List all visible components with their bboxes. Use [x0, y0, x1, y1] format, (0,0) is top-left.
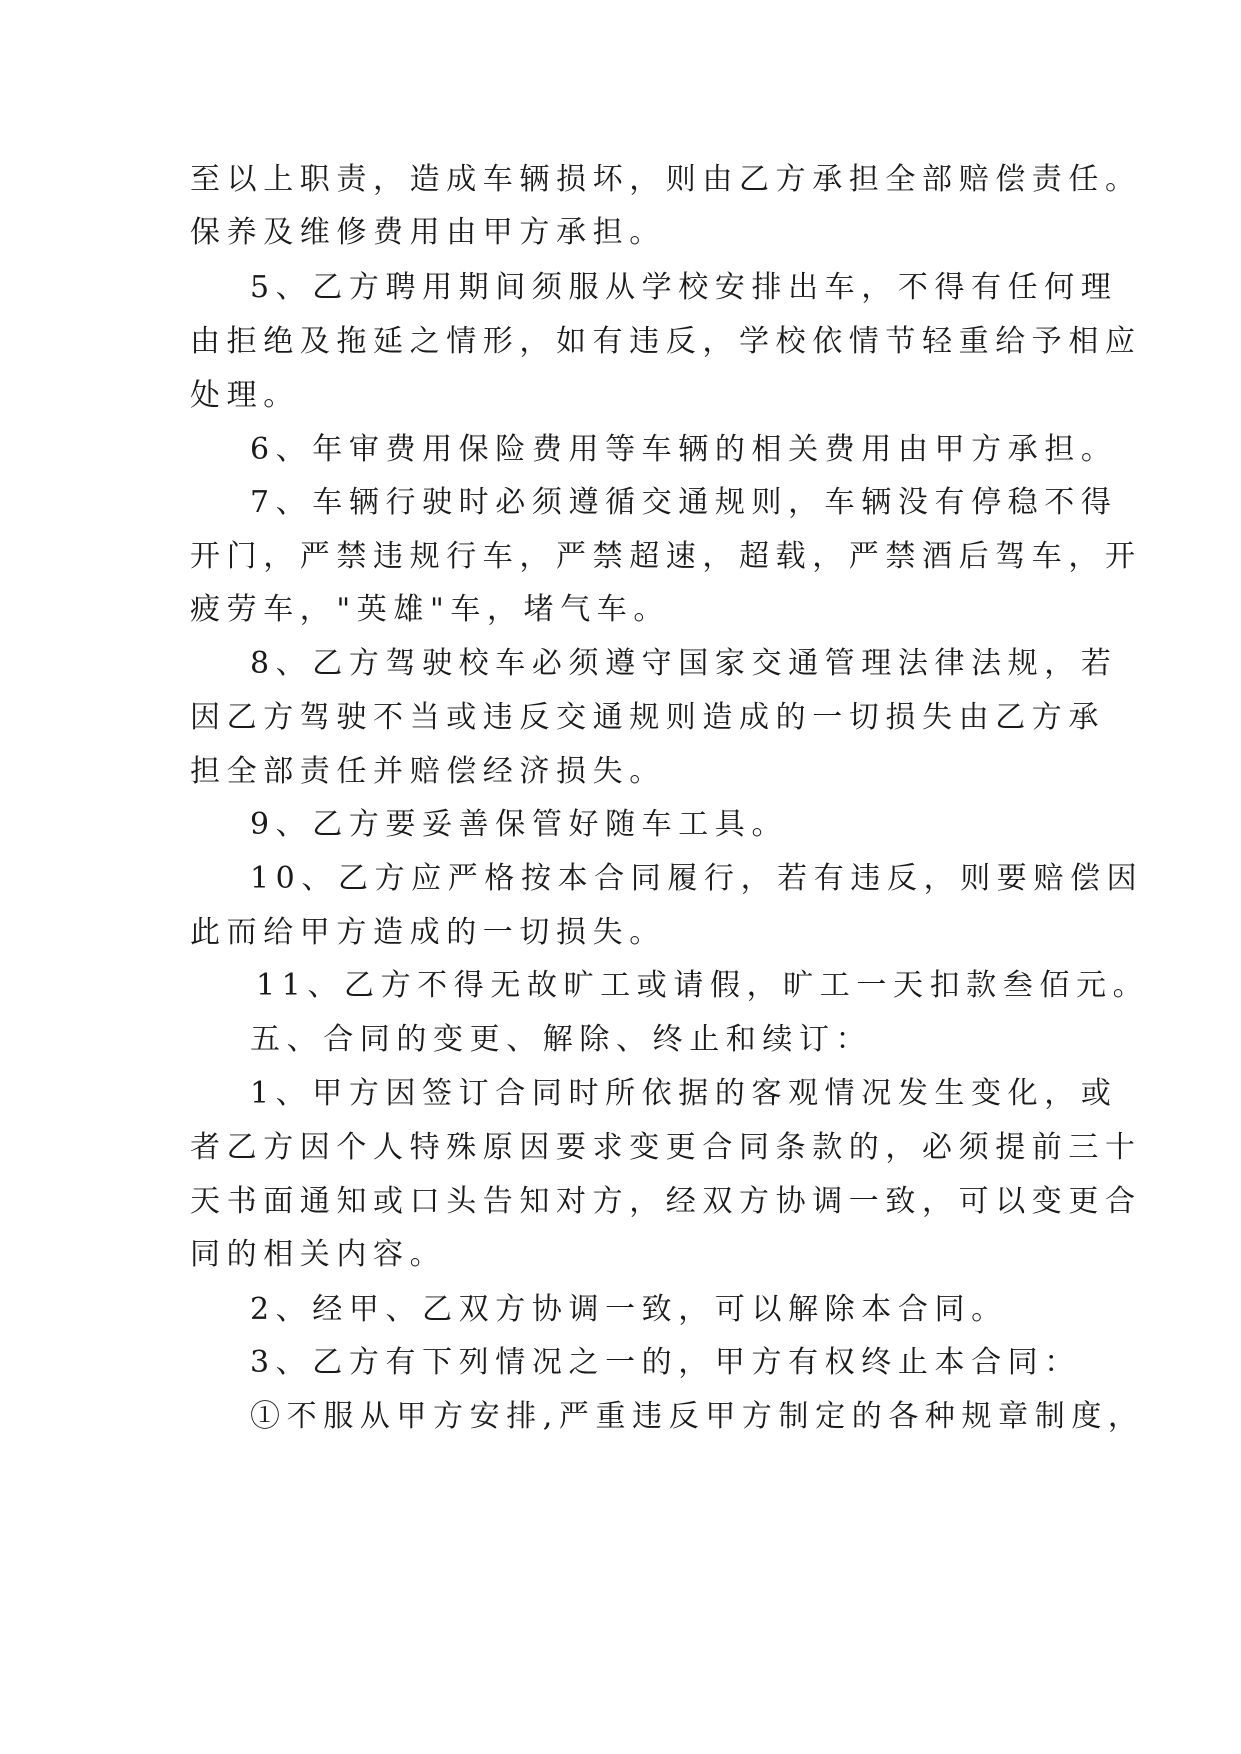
text-line: 同的相关内容。 — [190, 1237, 447, 1272]
text-line: 1、甲方因签订合同时所依据的客观情况发生变化，或 — [250, 1076, 1118, 1111]
text-line: 11、乙方不得无故旷工或请假，旷工一天扣款叁佰元。 — [256, 968, 1150, 1003]
text-line: 7、车辆行驶时必须遵循交通规则，车辆没有停稳不得 — [250, 485, 1118, 520]
text-line: 疲劳车，"英雄"车，堵气车。 — [190, 592, 670, 627]
text-line: 处理。 — [190, 378, 300, 413]
text-line: 至以上职责，造成车辆损坏，则由乙方承担全部赔偿责任。 — [190, 162, 1142, 197]
text-line: 6、年审费用保险费用等车辆的相关费用由甲方承担。 — [250, 432, 1118, 467]
text-line: 开门，严禁违规行车，严禁超速，超载，严禁酒后驾车，开 — [190, 539, 1142, 574]
text-line: 天书面通知或口头告知对方，经双方协调一致，可以变更合 — [190, 1184, 1142, 1219]
text-line: ①不服从甲方安排,严重违反甲方制定的各种规章制度， — [250, 1399, 1145, 1434]
text-line: 此而给甲方造成的一切损失。 — [190, 915, 666, 950]
text-line: 者乙方因个人特殊原因要求变更合同条款的，必须提前三十 — [190, 1130, 1142, 1165]
text-line: 9、乙方要妥善保管好随车工具。 — [250, 807, 789, 842]
text-line: 3、乙方有下列情况之一的，甲方有权终止本合同： — [250, 1345, 1081, 1380]
text-line: 因乙方驾驶不当或违反交通规则造成的一切损失由乙方承 — [190, 700, 1105, 735]
text-line: 保养及维修费用由甲方承担。 — [190, 215, 666, 250]
text-line: 10、乙方应严格按本合同履行，若有违反，则要赔偿因 — [250, 861, 1144, 896]
text-line: 由拒绝及拖延之情形，如有违反，学校依情节轻重给予相应 — [190, 324, 1142, 359]
text-line: 2、经甲、乙双方协调一致，可以解除本合同。 — [250, 1292, 1008, 1327]
text-line: 担全部责任并赔偿经济损失。 — [190, 754, 666, 789]
text-line: 8、乙方驾驶校车必须遵守国家交通管理法律法规，若 — [250, 646, 1118, 681]
text-line: 5、乙方聘用期间须服从学校安排出车，不得有任何理 — [250, 270, 1118, 305]
text-line: 五、合同的变更、解除、终止和续订： — [250, 1022, 873, 1057]
